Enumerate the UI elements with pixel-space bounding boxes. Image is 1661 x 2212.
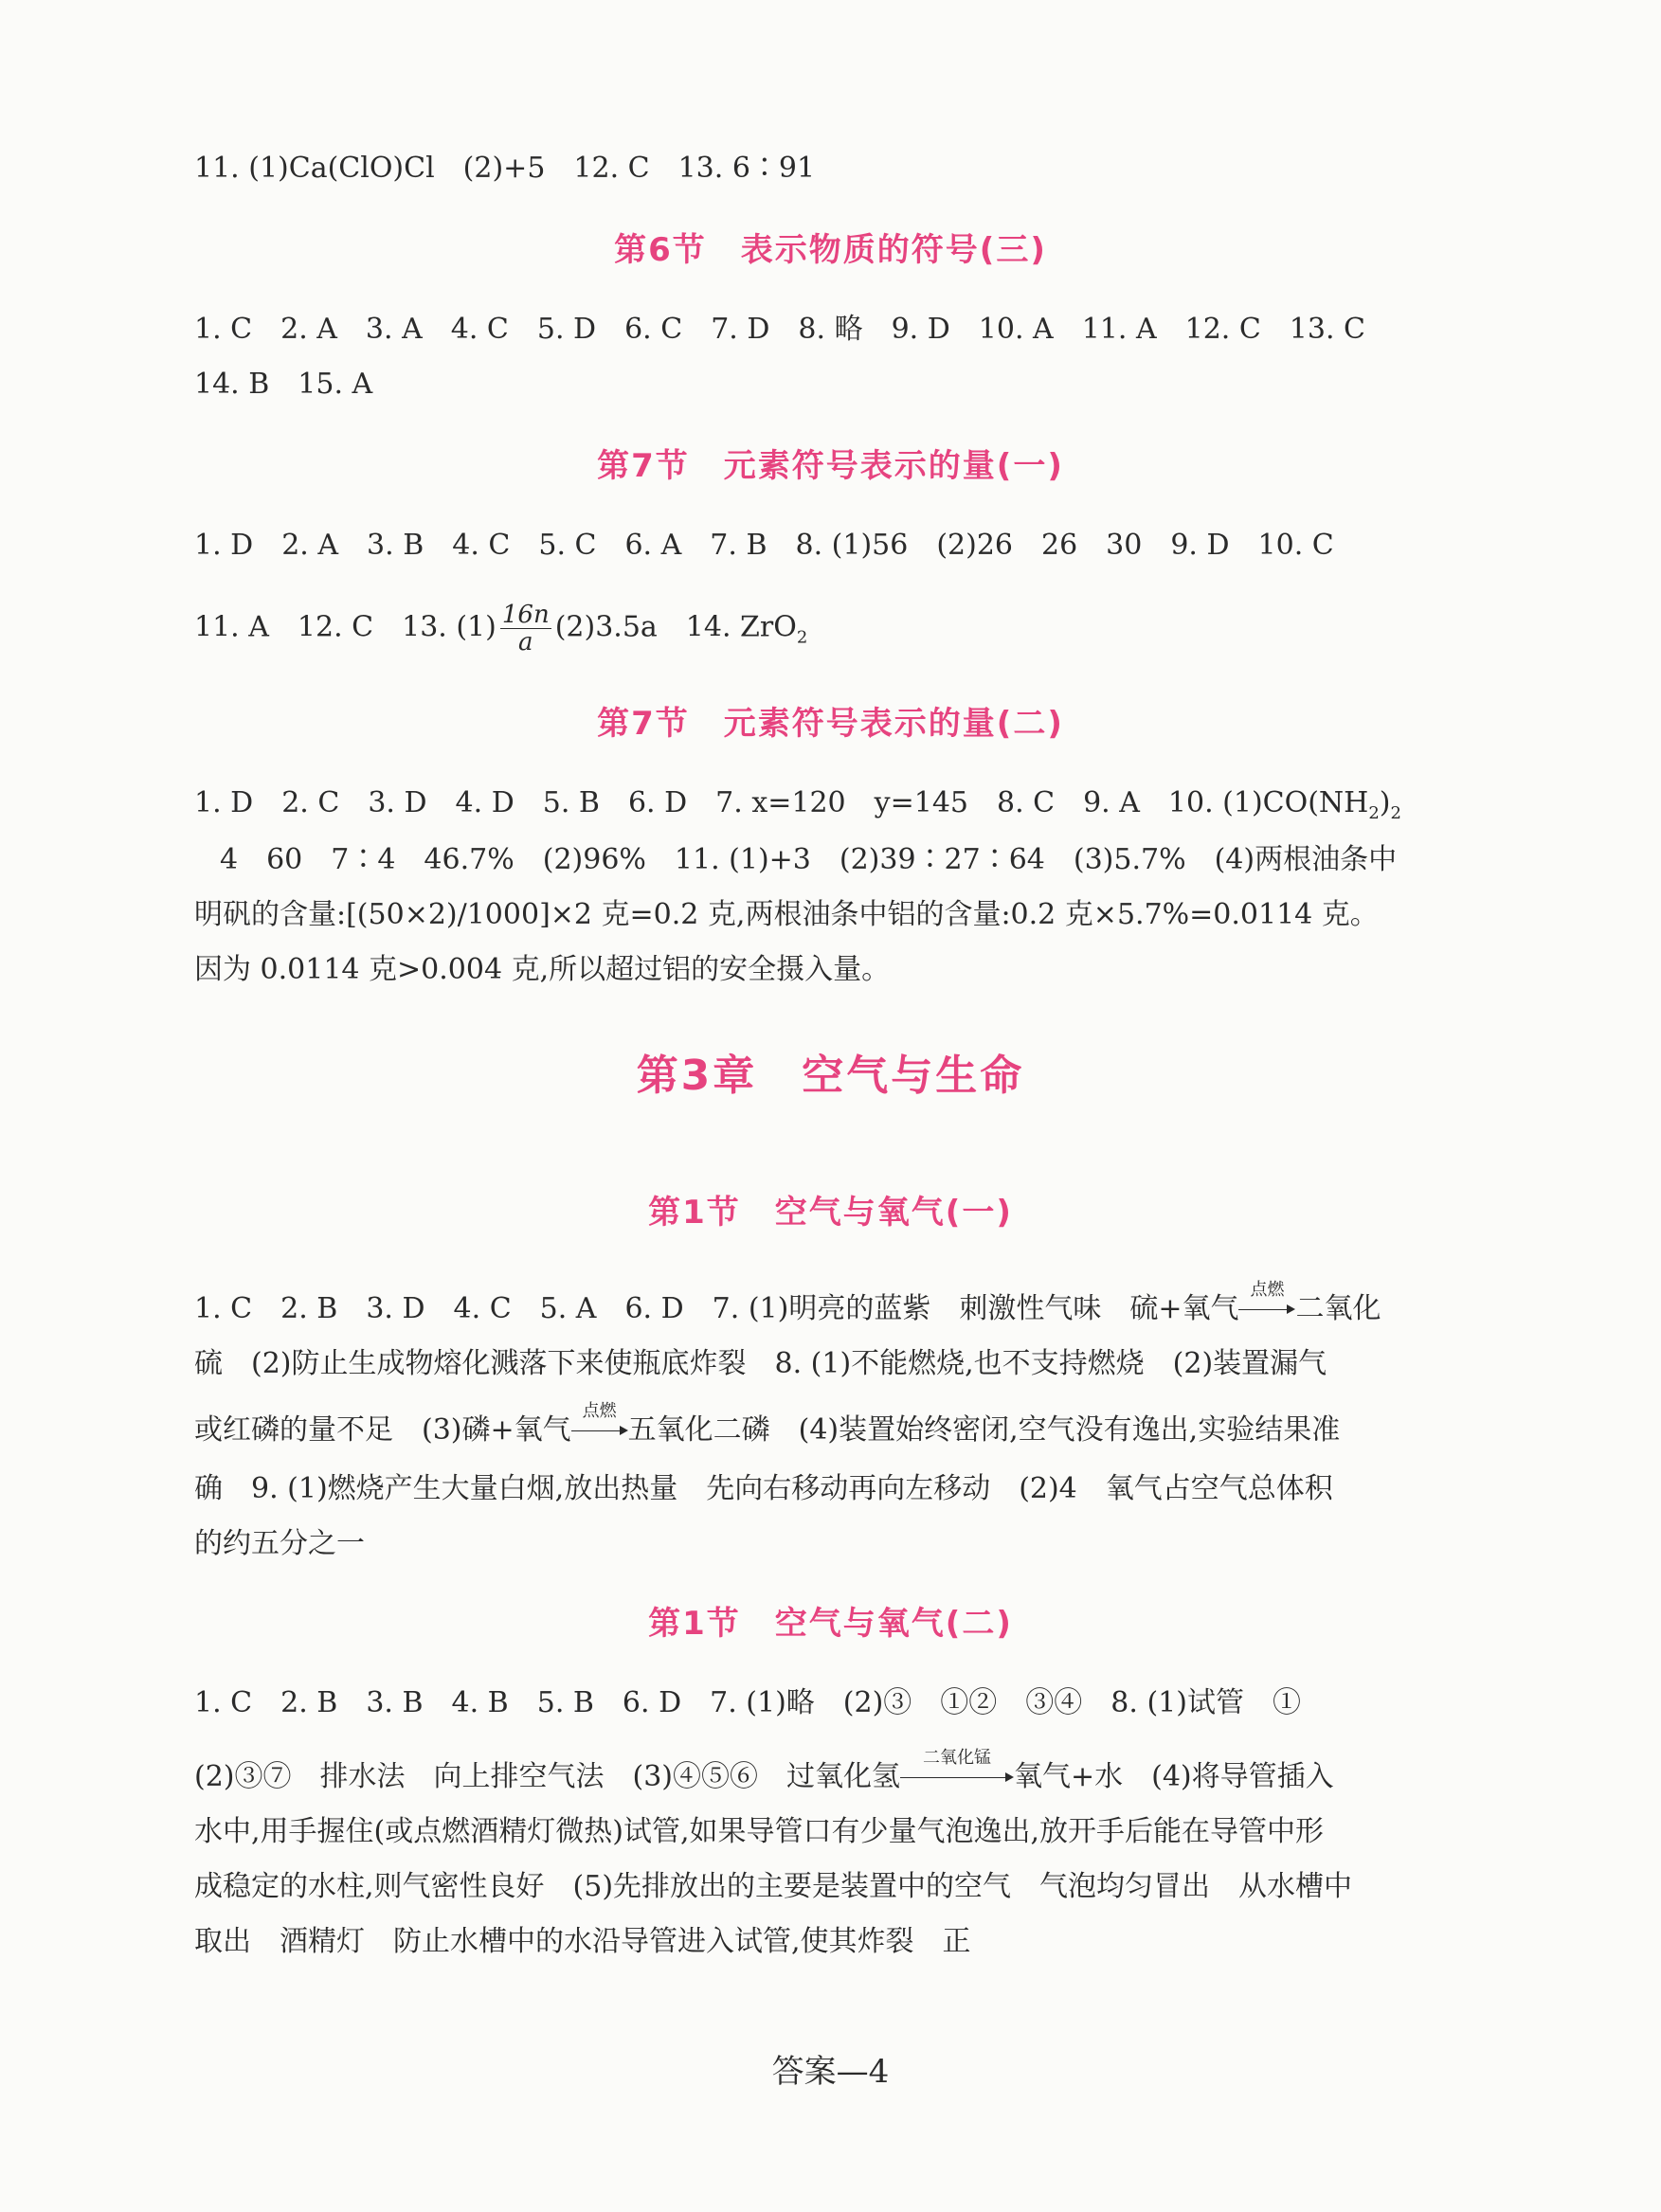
section-title: 第1节 空气与氧气(二) [648,1605,1013,1643]
answer-line [194,1280,1426,1328]
fraction-numerator: 16n [501,601,550,629]
answer-line [194,1401,1426,1449]
fraction-denominator: a [518,628,533,656]
subscript: 2 [796,627,808,648]
answer-line: 1. C 2. B 3. B 4. B 5. B 6. D 7. (1)略 (2)③ ①② ③④ 8. (1)试管 ① [194,1686,1301,1719]
subscript: 2 [1390,803,1401,823]
answer-line: 硫 (2)防止生成物熔化溅落下来使瓶底炸裂 8. (1)不能燃烧,也不支持燃烧 (2)装置漏气 [194,1347,1327,1380]
answer-line [194,784,1426,833]
reaction-arrow [900,1748,1014,1788]
answer-line: 1. D 2. A 3. B 4. C 5. C 6. A 7. B 8. (1)56 (2)26 26 30 9. D 10. C [194,529,1334,562]
answer-text: (2)3.5a 14. ZrO [554,610,797,644]
answer-line: 11. (1)Ca(ClO)Cl (2)+5 12. C 13. 6∶91 [194,152,816,185]
answer-line: 确 9. (1)燃烧产生大量白烟,放出热量 先向右移动再向左移动 (2)4 氧气占空气总体积 [194,1472,1333,1505]
answer-line [194,1748,1426,1796]
answer-line: 因为 0.0114 克>0.004 克,所以超过铝的安全摄入量。 [194,953,891,986]
answer-text: 1. D 2. C 3. D 4. D 5. B 6. D 7. x=120 y=145 8. C 9. A 10. (1)CO(NH [194,786,1369,819]
answer-line: 明矾的含量:[(50×2)/1000]×2 克=0.2 克,两根油条中铝的含量:0.2 克×5.7%=0.0114 克。 [194,898,1379,931]
answer-line: 4 60 7∶4 46.7% (2)96% 11. (1)+3 (2)39∶27∶64 (3)5.7% (4)两根油条中 [220,843,1398,876]
answer-line: 14. B 15. A [194,368,373,401]
reaction-arrow [571,1401,628,1441]
answer-line [194,602,1426,657]
fraction [500,602,551,656]
answer-line: 成稳定的水柱,则气密性良好 (5)先排放出的主要是装置中的空气 气泡均匀冒出 从水槽中 [194,1870,1353,1903]
answer-text: (2)③⑦ 排水法 向上排空气法 (3)④⑤⑥ 过氧化氢 [194,1760,900,1793]
answer-text: 氧气+水 (4)将导管插入 [1014,1760,1334,1793]
subscript: 2 [1368,803,1380,823]
section-title: 第7节 元素符号表示的量(一) [597,447,1064,485]
answer-text: 或红磷的量不足 (3)磷+氧气 [194,1413,571,1447]
reaction-condition: 点燃 [1250,1280,1285,1300]
reaction-arrow [1238,1280,1295,1320]
answer-line: 取出 酒精灯 防止水槽中的水沿导管进入试管,使其炸裂 正 [194,1925,971,1958]
answer-line: 的约五分之一 [194,1527,365,1560]
answer-text: 五氧化二磷 (4)装置始终密闭,空气没有逸出,实验结果准 [627,1413,1341,1447]
chapter-title: 第3章 空气与生命 [636,1052,1025,1100]
reaction-condition: 二氧化锰 [923,1748,991,1768]
answer-line: 水中,用手握住(或点燃酒精灯微热)试管,如果导管口有少量气泡逸出,放开手后能在导管中形 [194,1815,1325,1848]
answer-text: 11. A 12. C 13. (1) [194,610,496,644]
page-number: 答案—4 [771,2053,890,2091]
answer-line: 1. C 2. A 3. A 4. C 5. D 6. C 7. D 8. 略 9. D 10. A 11. A 12. C 13. C [194,313,1366,346]
answer-text: ) [1379,786,1391,819]
section-title: 第6节 表示物质的符号(三) [614,231,1047,269]
answer-text: 二氧化 [1295,1292,1381,1325]
answer-text: 1. C 2. B 3. D 4. C 5. A 6. D 7. (1)明亮的蓝紫 刺激性气味 硫+氧气 [194,1292,1239,1325]
section-title: 第7节 元素符号表示的量(二) [597,705,1064,743]
reaction-condition: 点燃 [582,1401,617,1421]
section-title: 第1节 空气与氧气(一) [648,1194,1013,1232]
